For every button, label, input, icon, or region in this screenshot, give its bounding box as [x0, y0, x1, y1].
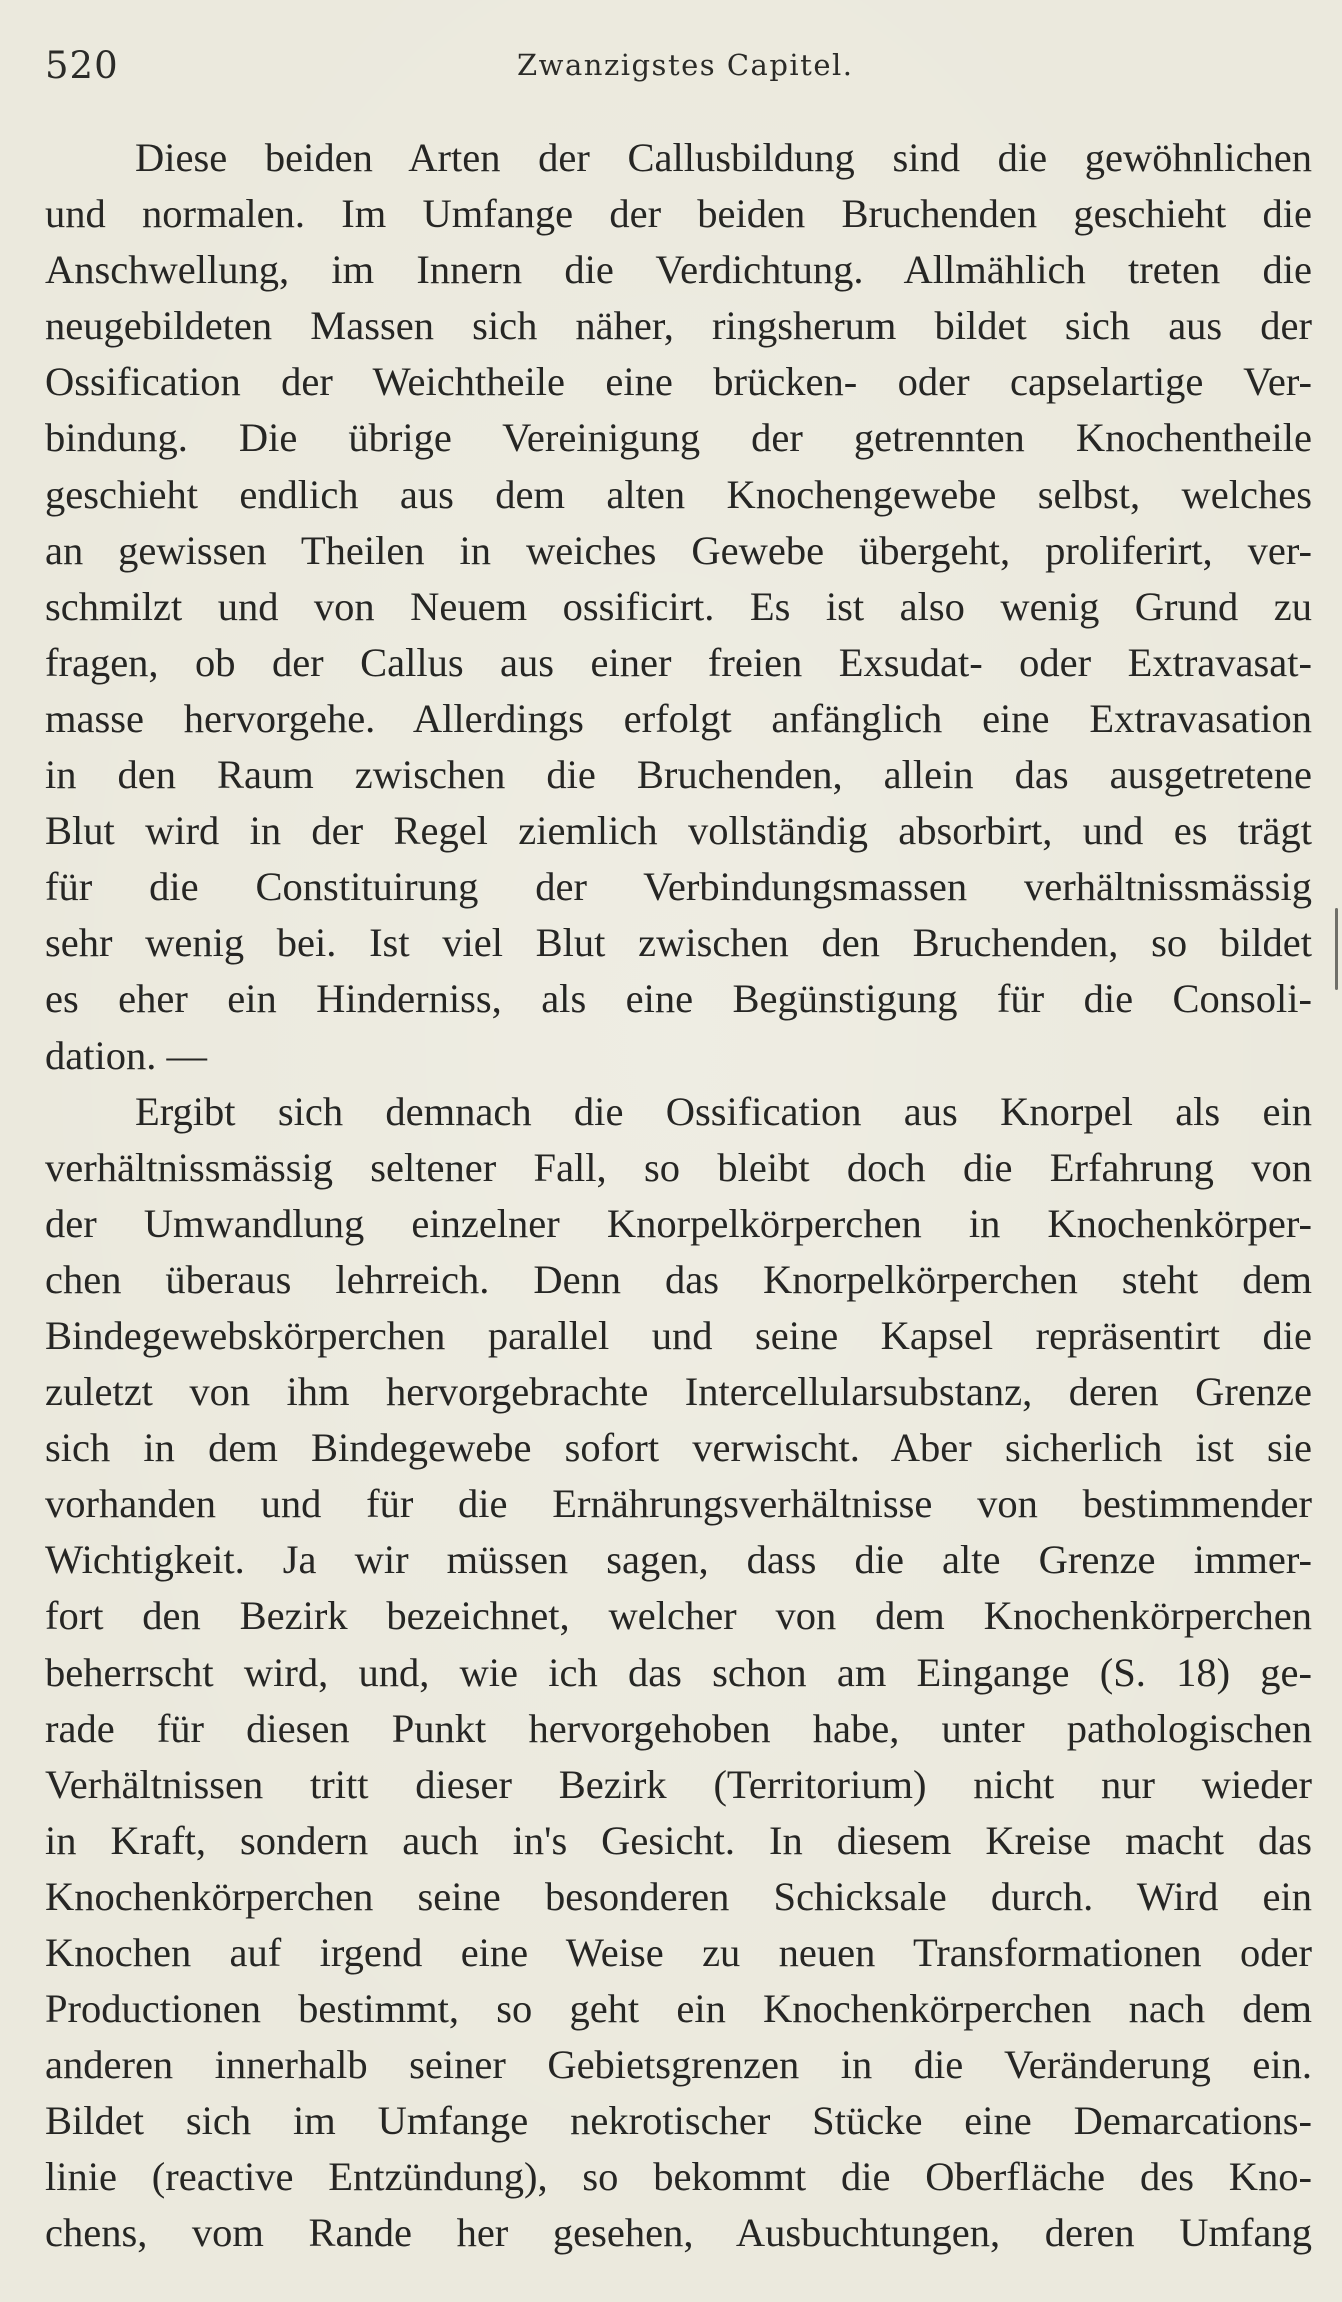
text-line: sehr wenig bei. Ist viel Blut zwischen den Bruchenden, so bildet — [45, 920, 1312, 966]
body-text — [45, 130, 1312, 2262]
text-line: bindung. Die übrige Vereinigung der getrennten Knochentheile — [45, 415, 1312, 461]
text-line: geschieht endlich aus dem alten Knochengewebe selbst, welches — [45, 471, 1312, 517]
text-line: Bildet sich im Umfange nekrotischer Stücke eine Demarcations- — [45, 2098, 1312, 2144]
text-line: chen überaus lehrreich. Denn das Knorpelkörperchen steht dem — [45, 1256, 1312, 1302]
text-line: chens, vom Rande her gesehen, Ausbuchtungen, deren Umfang — [45, 2210, 1312, 2256]
text-line: an gewissen Theilen in weiches Gewebe übergeht, proliferirt, ver- — [45, 527, 1312, 573]
text-line: verhältnissmässig seltener Fall, so bleibt doch die Erfahrung von — [45, 1144, 1312, 1190]
text-line: vorhanden und für die Ernährungsverhältnisse von bestimmender — [45, 1481, 1312, 1527]
text-line: in Kraft, sondern auch in's Gesicht. In diesem Kreise macht das — [45, 1817, 1312, 1863]
text-line: in den Raum zwischen die Bruchenden, allein das ausgetretene — [45, 752, 1312, 798]
text-line: rade für diesen Punkt hervorgehoben habe, unter pathologischen — [45, 1705, 1312, 1751]
text-line: dation. — — [45, 1032, 207, 1078]
text-line: Wichtigkeit. Ja wir müssen sagen, dass die alte Grenze immer- — [45, 1537, 1312, 1583]
text-line: Verhältnissen tritt dieser Bezirk (Territorium) nicht nur wieder — [45, 1761, 1312, 1807]
text-line: Blut wird in der Regel ziemlich vollständig absorbirt, und es trägt — [45, 808, 1312, 854]
text-line: Knochenkörperchen seine besonderen Schicksale durch. Wird ein — [45, 1873, 1312, 1919]
text-line: und normalen. Im Umfange der beiden Bruchenden geschieht die — [45, 191, 1312, 237]
text-line: beherrscht wird, und, wie ich das schon am Eingange (S. 18) ge- — [45, 1649, 1312, 1695]
text-line: masse hervorgehe. Allerdings erfolgt anfänglich eine Extravasation — [45, 695, 1312, 741]
text-line: fragen, ob der Callus aus einer freien Exsudat- oder Extravasat- — [45, 639, 1312, 685]
text-line: anderen innerhalb seiner Gebietsgrenzen in die Veränderung ein. — [45, 2042, 1312, 2088]
text-line: Productionen bestimmt, so geht ein Knochenkörperchen nach dem — [45, 1986, 1312, 2032]
text-line: neugebildeten Massen sich näher, ringsherum bildet sich aus der — [45, 303, 1312, 349]
text-line: Ergibt sich demnach die Ossification aus Knorpel als ein — [135, 1088, 1312, 1134]
text-line: für die Constituirung der Verbindungsmassen verhältnissmässig — [45, 864, 1312, 910]
page-edge-mark — [1335, 908, 1338, 990]
text-line: sich in dem Bindegewebe sofort verwischt. Aber sicherlich ist sie — [45, 1425, 1312, 1471]
text-line: Knochen auf irgend eine Weise zu neuen Transformationen oder — [45, 1930, 1312, 1975]
text-line: der Umwandlung einzelner Knorpelkörperchen in Knochenkörper- — [45, 1200, 1312, 1246]
text-line: Diese beiden Arten der Callusbildung sind die gewöhnlichen — [135, 135, 1312, 180]
text-line: fort den Bezirk bezeichnet, welcher von dem Knochenkörperchen — [45, 1593, 1312, 1639]
page-number: 520 — [45, 44, 119, 87]
text-line: Anschwellung, im Innern die Verdichtung. Allmählich treten die — [45, 247, 1312, 293]
text-line: zuletzt von ihm hervorgebrachte Intercellularsubstanz, deren Grenze — [45, 1369, 1312, 1415]
text-line: es eher ein Hinderniss, als eine Begünstigung für die Consoli- — [45, 976, 1312, 1022]
chapter-title: Zwanzigstes Capitel. — [517, 48, 854, 82]
text-line: Ossification der Weichtheile eine brücken- oder capselartige Ver- — [45, 359, 1312, 405]
text-line: schmilzt und von Neuem ossificirt. Es ist also wenig Grund zu — [45, 583, 1312, 629]
text-line: linie (reactive Entzündung), so bekommt die Oberfläche des Kno- — [45, 2154, 1312, 2200]
running-head — [45, 44, 1297, 94]
text-line: Bindegewebskörperchen parallel und seine Kapsel repräsentirt die — [45, 1312, 1312, 1358]
